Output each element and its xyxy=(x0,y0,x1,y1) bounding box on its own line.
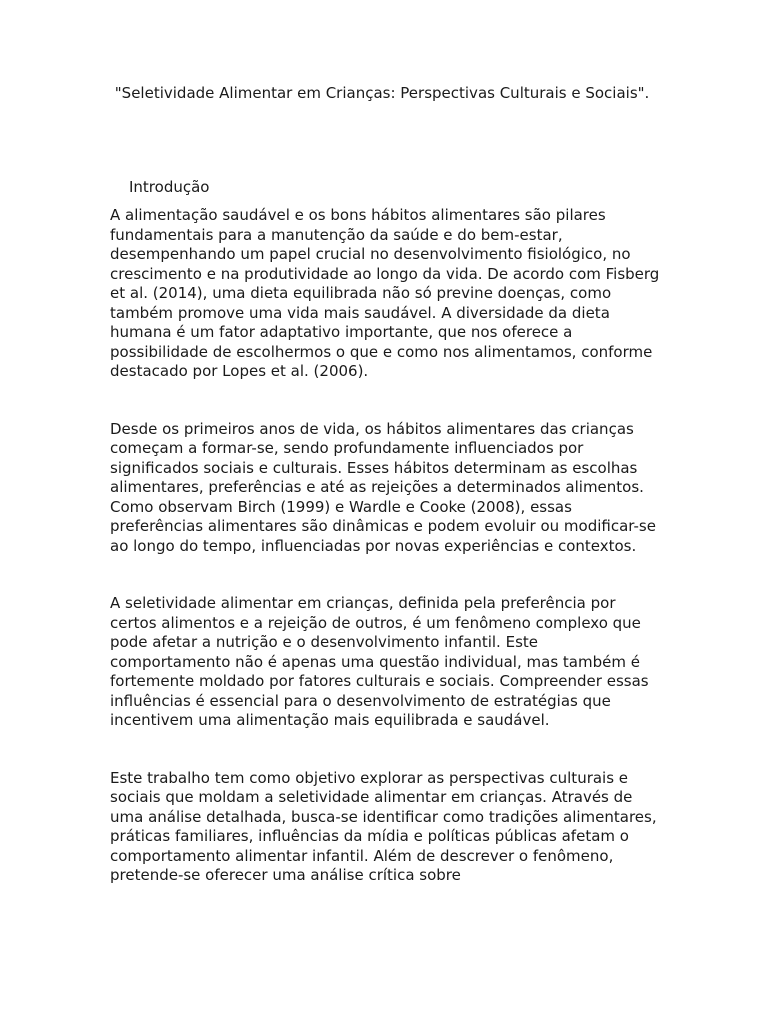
paragraph-1: A alimentação saudável e os bons hábitos alimentares são pilares fundamentais para a manutenção da saúde e do bem-estar, desempenhando um papel crucial no desenvolvimento fisiológico, no crescimento e na produtividade ao longo da vida. De acordo com Fisberg et al. (2014), uma dieta equilibrada não só previne doenças, como também promove uma vida mais saudável. A diversidade da dieta humana é um fator adaptativo importante, que nos oferece a possibilidade de escolhermos o que e como nos alimentamos, conforme destacado por Lopes et al. (2006). xyxy=(110,206,660,380)
document-page xyxy=(110,84,662,886)
document-title: "Seletividade Alimentar em Crianças: Perspectivas Culturais e Sociais". xyxy=(110,84,650,102)
section-heading-introducao: Introdução xyxy=(129,177,210,196)
paragraph-4: Este trabalho tem como objetivo explorar as perspectivas culturais e sociais que moldam a seletividade alimentar em crianças. Através de uma análise detalhada, busca-se identificar como tradições alimentares, práticas familiares, influências da mídia e políticas públicas afetam o comportamento alimentar infantil. Além de descrever o fenômeno, pretende-se oferecer uma análise crítica sobre xyxy=(110,768,657,884)
paragraph-3: A seletividade alimentar em crianças, definida pela preferência por certos alimentos e a rejeição de outros, é um fenômeno complexo que pode afetar a nutrição e o desenvolvimento infantil. Este comportamento não é apenas uma questão individual, mas também é fortemente moldado por fatores culturais e sociais. Compreender essas influências é essencial para o desenvolvimento de estratégias que incentivem uma alimentação mais equilibrada e saudável. xyxy=(110,594,649,729)
paragraph-2: Desde os primeiros anos de vida, os hábitos alimentares das crianças começam a formar-se, sendo profundamente influenciados por significados sociais e culturais. Esses hábitos determinam as escolhas alimentares, preferências e até as rejeições a determinados alimentos. Como observam Birch (1999) e Wardle e Cooke (2008), essas preferências alimentares são dinâmicas e podem evoluir ou modificar-se ao longo do tempo, influenciadas por novas experiências e contextos. xyxy=(110,419,656,555)
